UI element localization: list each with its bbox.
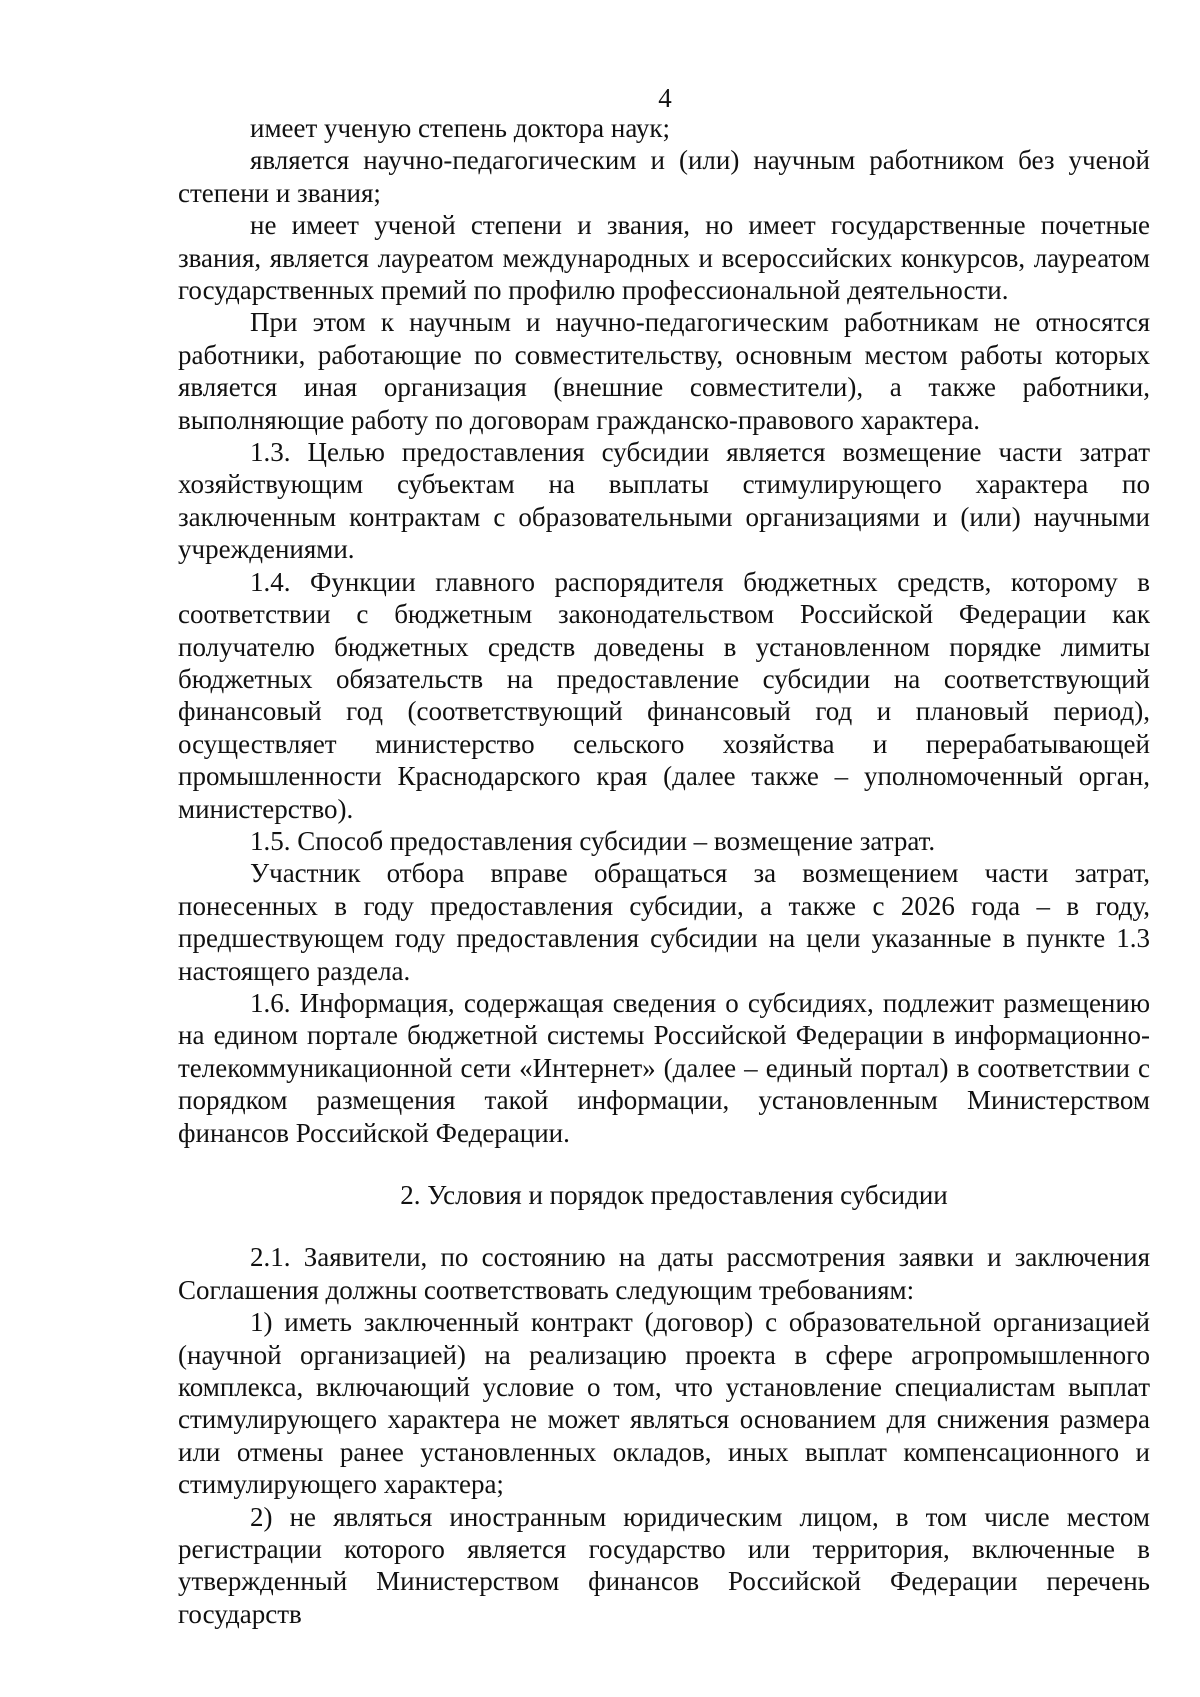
paragraph: Участник отбора вправе обращаться за возмещением части затрат, понесенных в году предоставления субсидии, а также с 2026 года – в году, предшествующем году предоставления субсидии на цели указанные в пункте 1.3 настоящего раздела.	[178, 858, 1150, 986]
paragraph: 1.5. Способ предоставления субсидии – возмещение затрат.	[250, 825, 936, 856]
paragraph: является научно-педагогическим и (или) научным работником без ученой степени и звания;	[178, 145, 1150, 208]
paragraph: 1) иметь заключенный контракт (договор) с образовательной организацией (научной организацией) на реализацию проекта в сфере агропромышленного комплекса, включающий условие о том, что установление специалистам выплат стимулирующего характера не может являться основанием для снижения размера или отмены ранее установленных окладов, иных выплат компенсационного и стимулирующего характера;	[178, 1307, 1150, 1500]
section-heading: 2. Условия и порядок предоставления субсидии	[400, 1180, 948, 1210]
paragraph: не имеет ученой степени и звания, но имеет государственные почетные звания, является лауреатом международных и всероссийских конкурсов, лауреатом государственных премий по профилю профессиональной деятельности.	[178, 210, 1150, 306]
paragraph: 1.3. Целью предоставления субсидии является возмещение части затрат хозяйствующим субъектам на выплаты стимулирующего характера по заключенным контрактам с образовательными организациями и (или) научными учреждениями.	[178, 437, 1150, 565]
paragraph: При этом к научным и научно-педагогическим работникам не относятся работники, работающие по совместительству, основным местом работы которых является иная организация (внешние совместители), а также работники, выполняющие работу по договорам гражданско-правового характера.	[178, 307, 1150, 435]
document-body	[178, 112, 1150, 1630]
paragraph: 2) не являться иностранным юридическим лицом, в том числе местом регистрации которого является государство или территория, включенные в утвержденный Министерством финансов Российской Федерации перечень государств	[178, 1501, 1150, 1629]
paragraph: 1.6. Информация, содержащая сведения о субсидиях, подлежит размещению на едином портале бюджетной системы Российской Федерации в информационно-телекоммуникационной сети «Интернет» (далее – единый портал) в соответствии с порядком размещения такой информации, установленным Министерством финансов Российской Федерации.	[178, 987, 1150, 1148]
paragraph: имеет ученую степень доктора наук;	[250, 113, 671, 143]
paragraph: 2.1. Заявители, по состоянию на даты рассмотрения заявки и заключения Соглашения должны соответствовать следующим требованиям:	[178, 1242, 1150, 1305]
paragraph: 1.4. Функции главного распорядителя бюджетных средств, которому в соответствии с бюджетным законодательством Российской Федерации как получателю бюджетных средств доведены в установленном порядке лимиты бюджетных обязательств на предоставление субсидии на соответствующий финансовый год (соответствующий финансовый год и плановый период), осуществляет министерство сельского хозяйства и перерабатывающей промышленности Краснодарского края (далее также – уполномоченный орган, министерство).	[178, 566, 1150, 824]
page-number: 4	[658, 83, 672, 113]
